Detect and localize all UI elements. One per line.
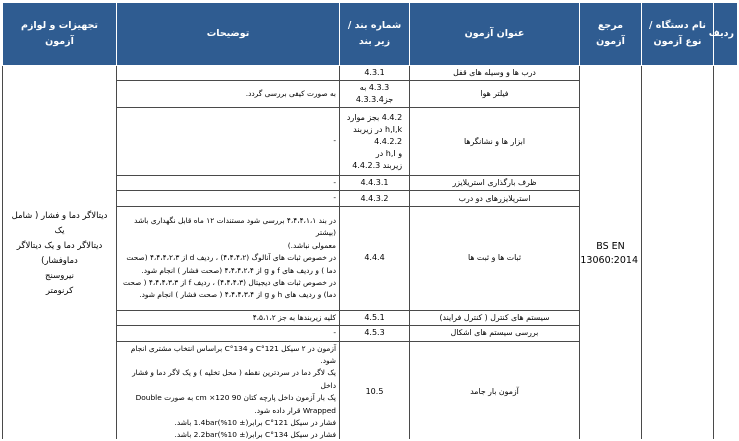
description-cell bbox=[117, 206, 340, 310]
clause-line: 4.4.2 بجز موارد bbox=[346, 112, 403, 122]
table-row bbox=[3, 66, 738, 81]
description-line: Wrapped قرار داده شود. bbox=[254, 405, 336, 415]
clause-line: و h,I در bbox=[375, 148, 403, 158]
description-line: دما) و ردیف های h و g از ۴،۴،۴،۳،۴ ( صحت فشار ) انجام شود. bbox=[139, 290, 336, 300]
test-scope-table bbox=[2, 2, 737, 439]
test-title-cell: آزمون بار جامد bbox=[410, 341, 580, 439]
header-equipment: تجهیزات و لوازم آزمون bbox=[3, 3, 117, 66]
description-cell: کلیه زیربندها به جز ۴،۵،۱،۲ bbox=[117, 310, 340, 325]
description-line: در خصوص ثبات های دیجیتال (۴،۴،۴،۳) ، ردیف f از ۴،۴،۴،۳،۳ ( صحت bbox=[122, 277, 336, 287]
header-row-no: ردیف bbox=[714, 3, 738, 66]
description-line: فشار در سیکل 121°C برابر1.4bar(%10 ±) باشد. bbox=[174, 418, 336, 428]
description-line: در بند ۴،۴،۴،۱،۱ بررسی شود مستندات ۱۲ ماه قابل نگهداری باشد (بیشتر bbox=[134, 215, 336, 238]
clause-cell: 4.3.1 bbox=[340, 66, 410, 81]
equipment-line: دماوفشار) bbox=[41, 256, 78, 267]
test-reference-cell bbox=[580, 66, 642, 440]
test-title-cell: ظرف بارگذاری استریلایزر bbox=[410, 176, 580, 191]
clause-cell: 4.4.3.2 bbox=[340, 191, 410, 206]
description-cell: - bbox=[117, 108, 340, 176]
clause-line: زیربند 4.4.2.3 bbox=[352, 160, 403, 170]
header-row bbox=[3, 3, 738, 66]
clause-cell: 4.5.3 bbox=[340, 326, 410, 341]
header-test-title: عنوان آزمون bbox=[410, 3, 580, 66]
clause-line: h,I,k در زیربند bbox=[353, 124, 403, 134]
description-line: یک لاگر دما در سردترین نقطه ( محل تخلیه ) و یک لاگر دما و فشار داخل bbox=[132, 368, 336, 390]
test-title-cell: سیستم های کنترل ( کنترل فرایند) bbox=[410, 310, 580, 325]
test-title-cell: ثبات ها و ثبت ها bbox=[410, 206, 580, 310]
test-title-cell: بررسی سیستم های اشکال bbox=[410, 326, 580, 341]
description-cell: - bbox=[117, 176, 340, 191]
test-title-cell: درب ها و وسیله های قفل bbox=[410, 66, 580, 81]
description-line: در خصوص ثبات های آنالوگ (۴،۴،۴،۲) ، ردیف d از ۴،۴،۴،۲،۳ (صحت bbox=[126, 253, 336, 263]
test-title-cell: ابزار ها و نشانگرها bbox=[410, 108, 580, 176]
test-title-cell: فیلتر هوا bbox=[410, 81, 580, 108]
description-cell: - bbox=[117, 326, 340, 341]
equipment-cell bbox=[3, 66, 117, 440]
description-line: فشار در سیکل 134°C برابر2.2bar(%10 ±) باشد. bbox=[174, 430, 336, 439]
clause-cell bbox=[340, 108, 410, 176]
clause-cell: 4.3.3 به جز4.3.3.4 bbox=[340, 81, 410, 108]
device-type-cell bbox=[642, 66, 714, 440]
description-cell: - bbox=[117, 191, 340, 206]
description-cell bbox=[117, 66, 340, 81]
clause-cell: 4.4.4 bbox=[340, 206, 410, 310]
clause-line: 4.4.2.2 bbox=[374, 136, 403, 146]
header-description: توضیحات bbox=[117, 3, 340, 66]
header-device-type: نام دستگاه / نوع آزمون bbox=[642, 3, 714, 66]
test-table-container bbox=[2, 2, 737, 439]
reference-line: 13060:2014 bbox=[580, 255, 638, 267]
row-number-cell bbox=[714, 66, 738, 440]
header-clause: شماره بند / زیر بند bbox=[340, 3, 410, 66]
header-test-reference: مرجع آزمون bbox=[580, 3, 642, 66]
description-cell: به صورت کیفی بررسی گردد. bbox=[117, 81, 340, 108]
description-line: دما ) و ردیف های f و g از ۴،۴،۴،۲،۴ (صحت فشار ) انجام شود. bbox=[141, 265, 336, 275]
equipment-line: کرنومتر bbox=[45, 286, 74, 297]
clause-cell: 4.4.3.1 bbox=[340, 176, 410, 191]
equipment-line: نیروسنج bbox=[45, 271, 74, 282]
description-cell bbox=[117, 341, 340, 439]
description-line: معمولی نباشد.) bbox=[287, 240, 336, 250]
equipment-line: دیتالاگر دما و یک دیتالاگر bbox=[16, 241, 103, 252]
reference-line: BS EN bbox=[596, 241, 625, 253]
clause-cell: 4.5.1 bbox=[340, 310, 410, 325]
clause-cell: 10.5 bbox=[340, 341, 410, 439]
test-title-cell: استریلایزرهای دو درب bbox=[410, 191, 580, 206]
description-line: پک بار آزمون داخل پارچه کتان 90 cm ×120 به صورت Double bbox=[135, 393, 336, 403]
description-line: آزمون در ۲ سیکل 121°C و 134°C براساس انتخاب مشتری انجام شود. bbox=[130, 343, 336, 366]
equipment-line: دیتالاگر دما و فشار ( شامل یک bbox=[11, 211, 108, 237]
